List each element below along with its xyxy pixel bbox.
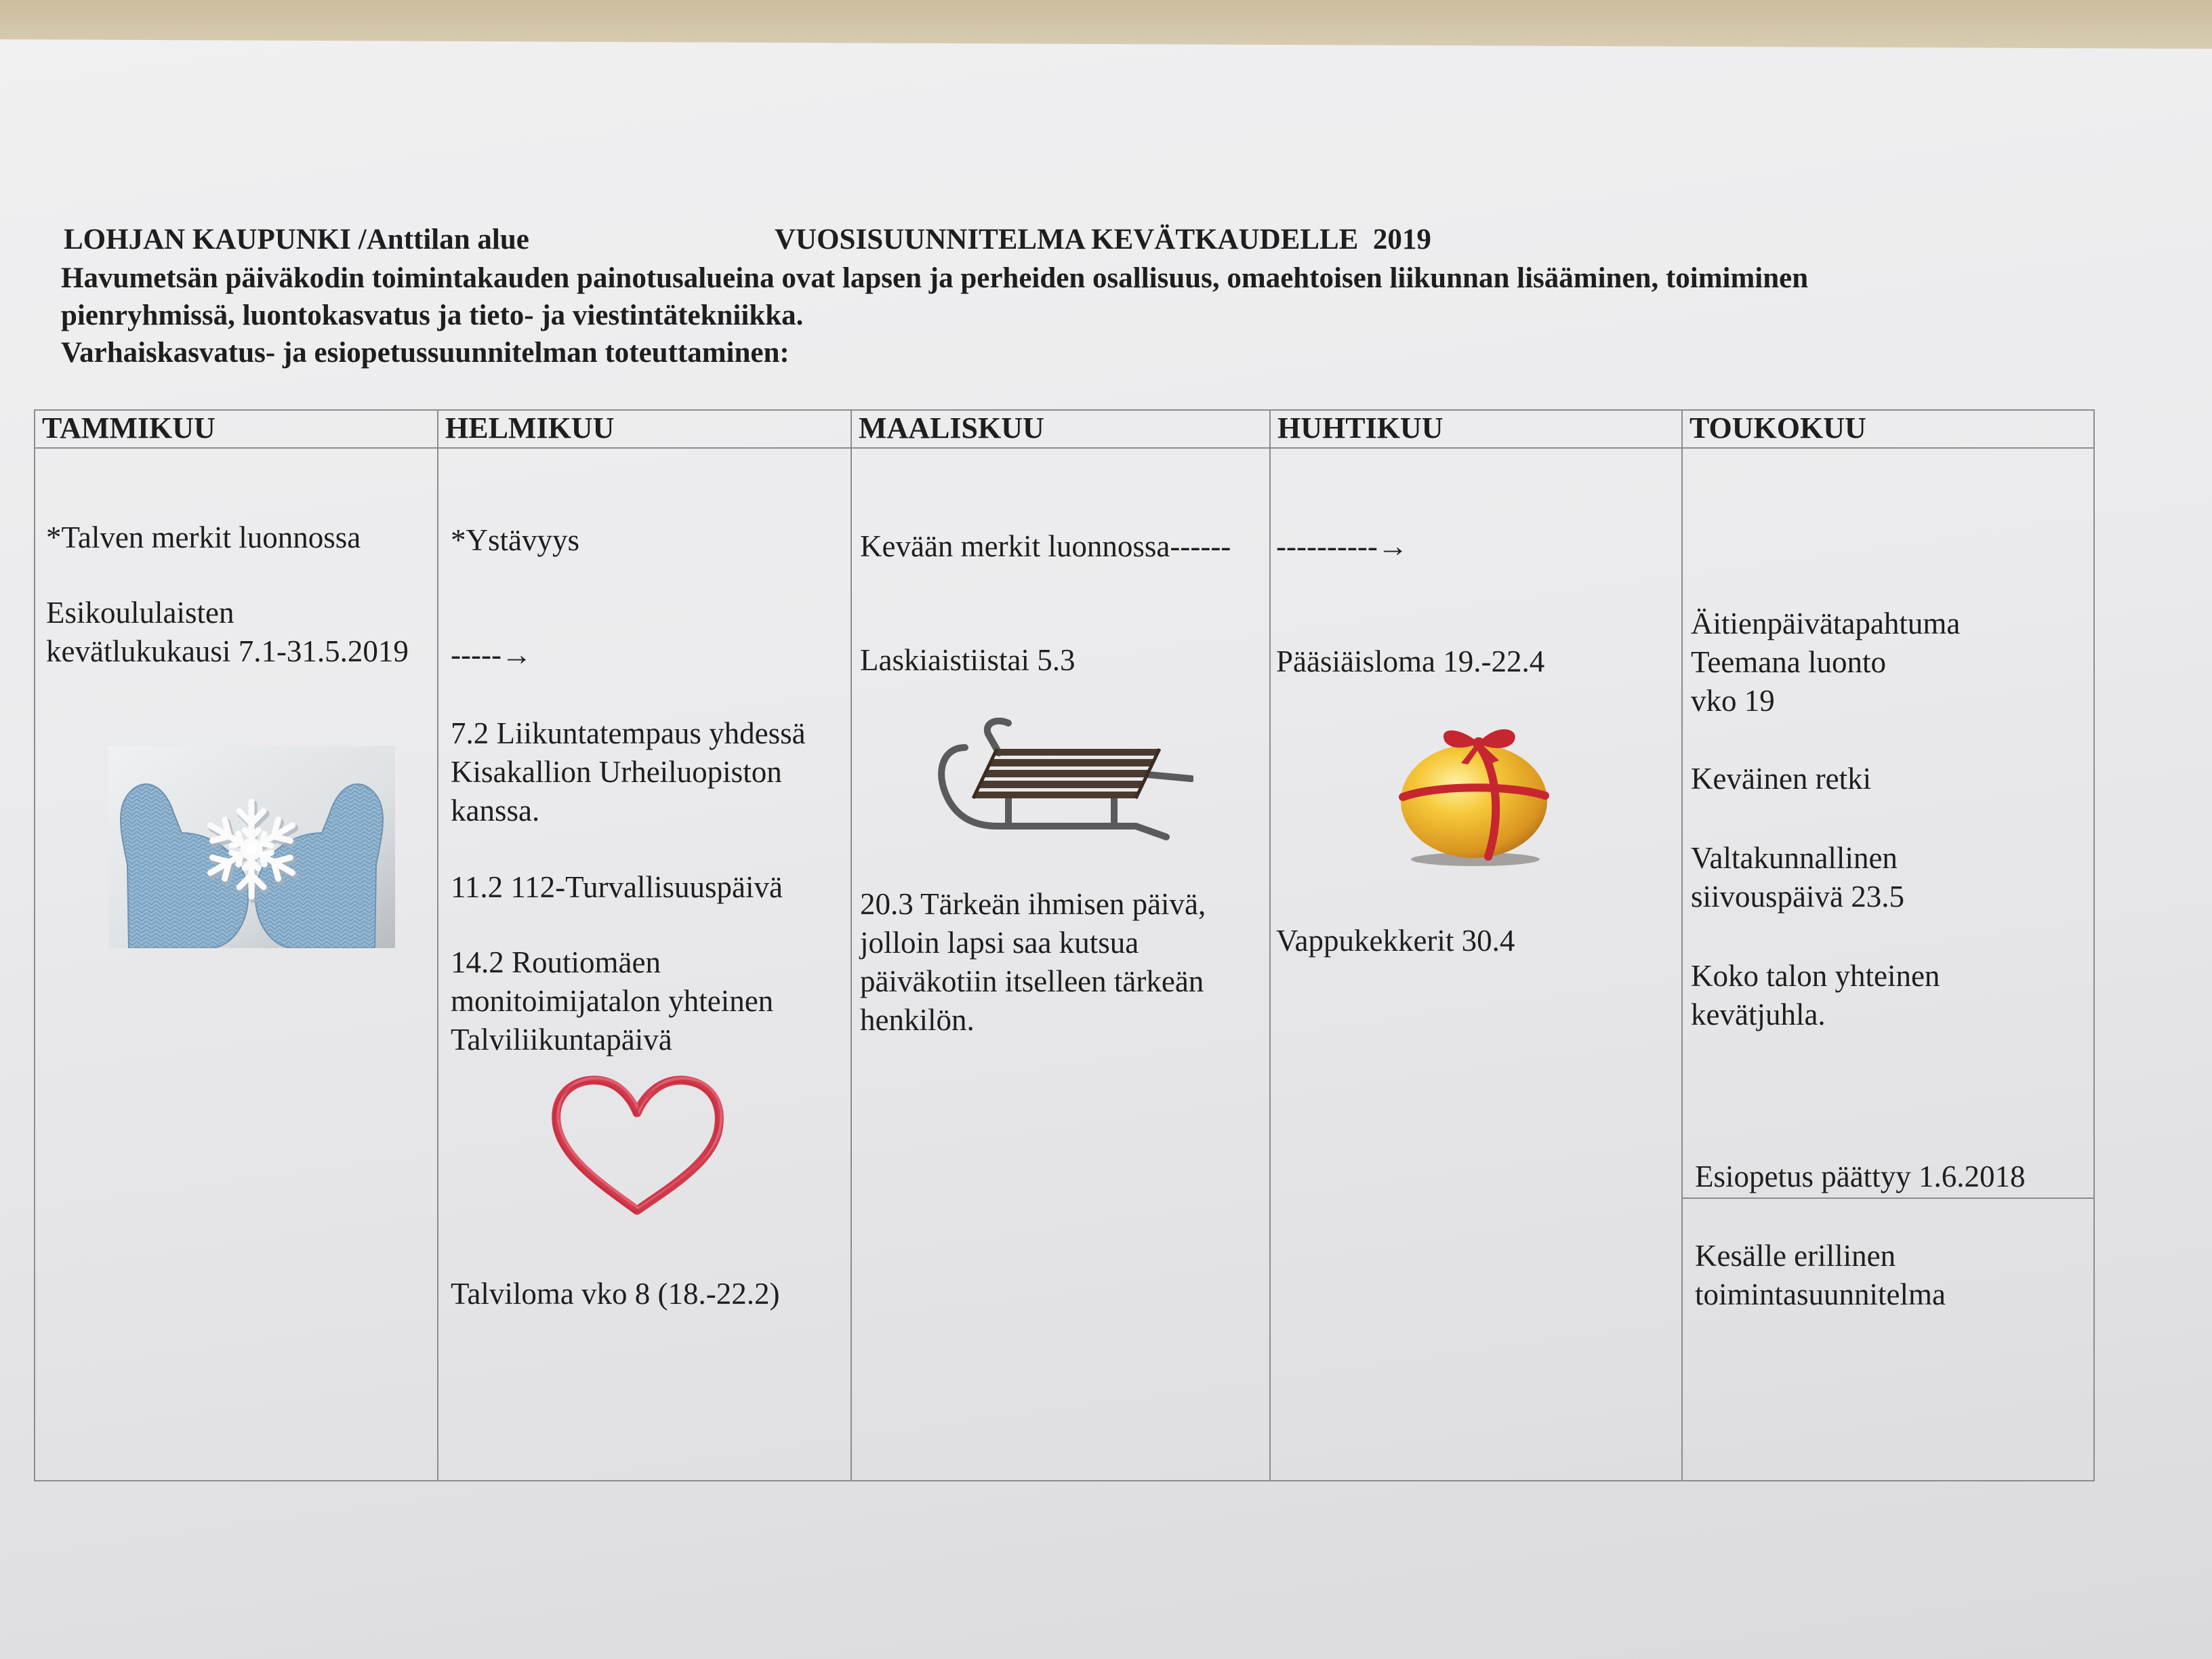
column-toukokuu	[1681, 411, 2095, 1480]
column-header-helmikuu: HELMIKUU	[445, 411, 615, 445]
event-line: Teemana luonto	[1691, 645, 1886, 679]
event-line: 14.2 Routiomäen	[451, 945, 661, 979]
continuation-arrow: -----→	[451, 638, 532, 672]
event-entry	[1695, 1158, 2025, 1196]
event-line: jolloin lapsi saa kutsua	[860, 926, 1139, 960]
theme-text: *Talven merkit luonnossa	[46, 520, 361, 554]
note-line: Kesälle erillinen	[1695, 1239, 1896, 1273]
event-line: Äitienpäivätapahtuma	[1691, 607, 1961, 640]
event-line: Pääsiäisloma 19.-22.4	[1276, 644, 1545, 678]
term-line: Esikoululaisten	[46, 596, 234, 630]
event-line: siivouspäivä 23.5	[1691, 880, 1904, 914]
intro-line: Havumetsän päiväkodin toimintakauden painotusalueina ovat lapsen ja perheiden osallisuus, omaehtoisen liikunnan lisääminen, toimiminen	[61, 262, 1809, 294]
event-entry	[451, 714, 806, 830]
summer-plan-note	[1695, 1237, 1946, 1314]
term-text	[46, 594, 409, 671]
event-entry	[451, 943, 773, 1059]
event-entry	[1691, 605, 1960, 720]
sled-icon	[933, 718, 1193, 844]
column-tammikuu	[34, 411, 437, 1480]
event-line: 11.2 112-Turvallisuuspäivä	[451, 870, 783, 904]
column-header-huhtikuu: HUHTIKUU	[1277, 411, 1443, 445]
column-huhtikuu	[1269, 411, 1681, 1480]
continuation-arrow: ----------→	[1276, 529, 1408, 563]
event-line: Vappukekkerit 30.4	[1276, 924, 1515, 958]
easter-egg-icon	[1389, 721, 1561, 867]
intro-line: pienryhmissä, luontokasvatus ja tieto- ja viestintätekniikka.	[61, 300, 804, 331]
event-entry	[1691, 760, 1871, 798]
mittens-snowflake-image	[108, 746, 395, 948]
event-entry	[860, 641, 1075, 680]
event-entry	[860, 885, 1206, 1040]
winter-holiday-text: Talviloma vko 8 (18.-22.2)	[451, 1277, 780, 1311]
theme-text: Kevään merkit luonnossa------	[860, 529, 1231, 563]
column-header-maaliskuu: MAALISKUU	[859, 411, 1044, 445]
event-line: Keväinen retki	[1691, 762, 1872, 796]
annual-plan-table	[34, 409, 2095, 1481]
event-line: vko 19	[1691, 684, 1775, 718]
header-row-divider	[34, 447, 2095, 449]
event-line: Esiopetus päättyy 1.6.2018	[1695, 1160, 2026, 1193]
heart-icon	[541, 1069, 733, 1223]
column-header-toukokuu: TOUKOKUU	[1689, 411, 1866, 445]
egg-body	[1401, 744, 1547, 858]
event-line: 20.3 Tärkeän ihmisen päivä,	[860, 887, 1206, 921]
event-line: 7.2 Liikuntatempaus yhdessä	[451, 716, 806, 750]
document-title: VUOSISUUNNITELMA KEVÄTKAUDELLE 2019	[775, 224, 1431, 255]
theme-text: *Ystävyys	[451, 523, 579, 557]
heart-image	[541, 1069, 733, 1223]
event-line: Laskiaistiistai 5.3	[860, 643, 1076, 677]
cell-divider	[1683, 1197, 2093, 1199]
event-entry	[1276, 922, 1515, 960]
event-entry	[1691, 957, 1940, 1034]
sled-deck	[973, 749, 1160, 798]
note-line: toimintasuunnitelma	[1695, 1277, 1946, 1311]
event-line: monitoimijatalon yhteinen	[451, 984, 774, 1018]
sled-front-curl	[987, 721, 1008, 753]
event-line: Kisakallion Urheiluopiston	[451, 755, 782, 789]
intro-paragraph	[61, 260, 2175, 334]
event-entry	[1691, 839, 1904, 916]
easter-egg-image	[1389, 721, 1561, 867]
event-line: Valtakunnallinen	[1691, 841, 1898, 875]
term-line: kevätlukukausi 7.1-31.5.2019	[46, 634, 409, 668]
event-line: päiväkotiin itselleen tärkeän	[860, 964, 1204, 998]
event-entry	[1276, 642, 1544, 681]
column-helmikuu	[437, 411, 851, 1480]
column-header-tammikuu: TAMMIKUU	[42, 411, 216, 445]
document-subtitle: Varhaiskasvatus- ja esiopetussuunnitelman toteuttaminen:	[61, 337, 790, 369]
sled-image	[933, 718, 1193, 844]
event-line: kanssa.	[451, 794, 540, 827]
column-maaliskuu	[851, 411, 1269, 1480]
event-line: kevätjuhla.	[1691, 998, 1826, 1031]
mittens-snowflake-icon	[108, 746, 395, 948]
event-line: Koko talon yhteinen	[1691, 959, 1940, 993]
event-line: Talviliikuntapäivä	[451, 1023, 672, 1057]
organisation-label: LOHJAN KAUPUNKI /Anttilan alue	[64, 224, 529, 255]
event-entry	[451, 868, 783, 907]
event-line: henkilön.	[860, 1003, 975, 1037]
